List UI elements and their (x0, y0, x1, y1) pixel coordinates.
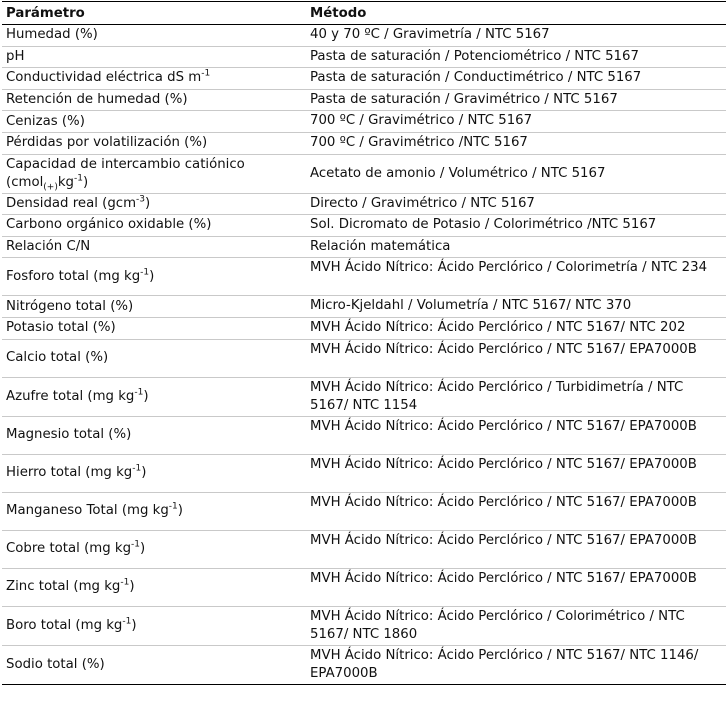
parameter-text: ) (143, 388, 149, 404)
method-cell: Directo / Gravimétrico / NTC 5167 (306, 193, 726, 215)
table-row (2, 296, 726, 318)
parameter-cell (2, 416, 306, 454)
parameter-text: Calcio total (%) (6, 350, 109, 366)
parameter-text: Manganeso Total (mg kg (6, 503, 169, 519)
parameter-text: Cobre total (mg kg (6, 541, 132, 557)
parameter-cell (2, 454, 306, 492)
method-cell: Pasta de saturación / Potenciométrico / NTC 5167 (306, 46, 726, 68)
parameter-cell (2, 154, 306, 193)
unit-exponent: -3 (136, 194, 146, 205)
parameter-text: Carbono orgánico oxidable (%) (6, 217, 212, 233)
parameter-text: Sodio total (%) (6, 656, 105, 672)
parameter-text: ) (177, 503, 183, 519)
parameter-cell (2, 339, 306, 377)
table-row (2, 606, 726, 645)
parameter-text: Conductividad eléctrica dS m (6, 70, 202, 86)
parameter-text: Retención de humedad (%) (6, 92, 188, 108)
parameter-text: Cenizas (%) (6, 113, 85, 129)
table-row (2, 492, 726, 530)
unit-exponent: -1 (120, 577, 130, 588)
unit-exponent: -1 (201, 69, 211, 80)
header-parametro: Parámetro (2, 2, 306, 25)
parameter-cell (2, 296, 306, 318)
parameter-text: Magnesio total (%) (6, 427, 132, 443)
unit-subscript: (+) (43, 182, 58, 193)
method-cell: MVH Ácido Nítrico: Ácido Perclórico / NTC 5167/ EPA7000B (306, 568, 726, 606)
parameter-cell (2, 25, 306, 47)
method-cell: MVH Ácido Nítrico: Ácido Perclórico / NTC 5167/ EPA7000B (306, 492, 726, 530)
parameter-text: ) (145, 195, 151, 211)
parameter-text: ) (129, 579, 135, 595)
header-metodo: Método (306, 2, 726, 25)
parameter-cell (2, 111, 306, 133)
table-header-row (2, 2, 726, 25)
unit-exponent: -1 (131, 539, 141, 550)
method-cell: MVH Ácido Nítrico: Ácido Perclórico / Colorimétrico / NTC 5167/ NTC 1860 (306, 606, 726, 645)
parameter-text: Pérdidas por volatilización (%) (6, 135, 208, 151)
table-row (2, 339, 726, 377)
parameter-text: Potasio total (%) (6, 320, 116, 336)
method-cell: MVH Ácido Nítrico: Ácido Perclórico / Colorimetría / NTC 234 (306, 258, 726, 296)
method-cell: 40 y 70 ºC / Gravimetría / NTC 5167 (306, 25, 726, 47)
table-row (2, 215, 726, 237)
unit-exponent: -1 (140, 267, 150, 278)
unit-exponent: -1 (74, 173, 83, 184)
method-cell: Relación matemática (306, 236, 726, 258)
parameter-cell (2, 132, 306, 154)
method-cell: 700 ºC / Gravimétrico / NTC 5167 (306, 111, 726, 133)
parameter-cell (2, 568, 306, 606)
parameter-cell (2, 377, 306, 416)
parameter-cell (2, 645, 306, 684)
table-row (2, 645, 726, 684)
unit-exponent: -1 (134, 387, 144, 398)
parameter-text: Humedad (%) (6, 27, 98, 43)
parameter-cell (2, 606, 306, 645)
parameter-cell (2, 530, 306, 568)
method-cell: MVH Ácido Nítrico: Ácido Perclórico / NTC 5167/ EPA7000B (306, 339, 726, 377)
parameter-text: kg (57, 174, 75, 190)
table-row (2, 377, 726, 416)
parameter-text: Hierro total (mg kg (6, 465, 133, 481)
parameter-text: ) (83, 174, 89, 190)
table-row (2, 46, 726, 68)
parameter-text: Relación C/N (6, 239, 91, 255)
table-row (2, 154, 726, 193)
table-body (2, 25, 726, 685)
table-row (2, 111, 726, 133)
parameter-text: Capacidad de intercambio catiónico (cmol (6, 156, 245, 190)
parameter-text: Densidad real (gcm (6, 195, 137, 211)
table-row (2, 25, 726, 47)
table-row (2, 68, 726, 90)
method-cell: MVH Ácido Nítrico: Ácido Perclórico / NTC 5167/ EPA7000B (306, 530, 726, 568)
method-cell: Sol. Dicromato de Potasio / Colorimétrico /NTC 5167 (306, 215, 726, 237)
method-cell: MVH Ácido Nítrico: Ácido Perclórico / NTC 5167/ NTC 202 (306, 317, 726, 339)
unit-exponent: -1 (168, 501, 178, 512)
method-cell: MVH Ácido Nítrico: Ácido Perclórico / NTC 5167/ NTC 1146/ EPA7000B (306, 645, 726, 684)
unit-exponent: -1 (122, 616, 132, 627)
parameter-text: Zinc total (mg kg (6, 579, 121, 595)
method-cell: MVH Ácido Nítrico: Ácido Perclórico / NTC 5167/ EPA7000B (306, 416, 726, 454)
parameter-cell (2, 215, 306, 237)
table-row (2, 236, 726, 258)
parameter-cell (2, 317, 306, 339)
parameter-cell (2, 258, 306, 296)
method-cell: MVH Ácido Nítrico: Ácido Perclórico / NTC 5167/ EPA7000B (306, 454, 726, 492)
parameter-text: ) (149, 268, 155, 284)
parameter-text: pH (6, 48, 25, 64)
parameter-text: Nitrógeno total (%) (6, 298, 134, 314)
parameter-cell (2, 68, 306, 90)
method-cell: Pasta de saturación / Gravimétrico / NTC 5167 (306, 89, 726, 111)
method-cell: Pasta de saturación / Conductimétrico / NTC 5167 (306, 68, 726, 90)
table-row (2, 416, 726, 454)
method-cell: Micro-Kjeldahl / Volumetría / NTC 5167/ NTC 370 (306, 296, 726, 318)
table-row (2, 193, 726, 215)
table-row (2, 530, 726, 568)
table-row (2, 258, 726, 296)
method-cell: MVH Ácido Nítrico: Ácido Perclórico / Turbidimetría / NTC 5167/ NTC 1154 (306, 377, 726, 416)
parameter-text: ) (140, 541, 146, 557)
table-row (2, 454, 726, 492)
parameter-cell (2, 46, 306, 68)
table-row (2, 132, 726, 154)
methods-table (2, 1, 726, 685)
table-row (2, 89, 726, 111)
parameter-cell (2, 236, 306, 258)
parameter-cell (2, 89, 306, 111)
method-cell: Acetato de amonio / Volumétrico / NTC 5167 (306, 154, 726, 193)
parameter-cell (2, 193, 306, 215)
parameter-text: Fosforo total (mg kg (6, 268, 141, 284)
unit-exponent: -1 (132, 463, 142, 474)
table-row (2, 568, 726, 606)
table-row (2, 317, 726, 339)
parameter-text: ) (131, 617, 137, 633)
parameter-cell (2, 492, 306, 530)
parameter-text: ) (141, 465, 147, 481)
method-cell: 700 ºC / Gravimétrico /NTC 5167 (306, 132, 726, 154)
parameter-text: Azufre total (mg kg (6, 388, 135, 404)
parameter-text: Boro total (mg kg (6, 617, 123, 633)
